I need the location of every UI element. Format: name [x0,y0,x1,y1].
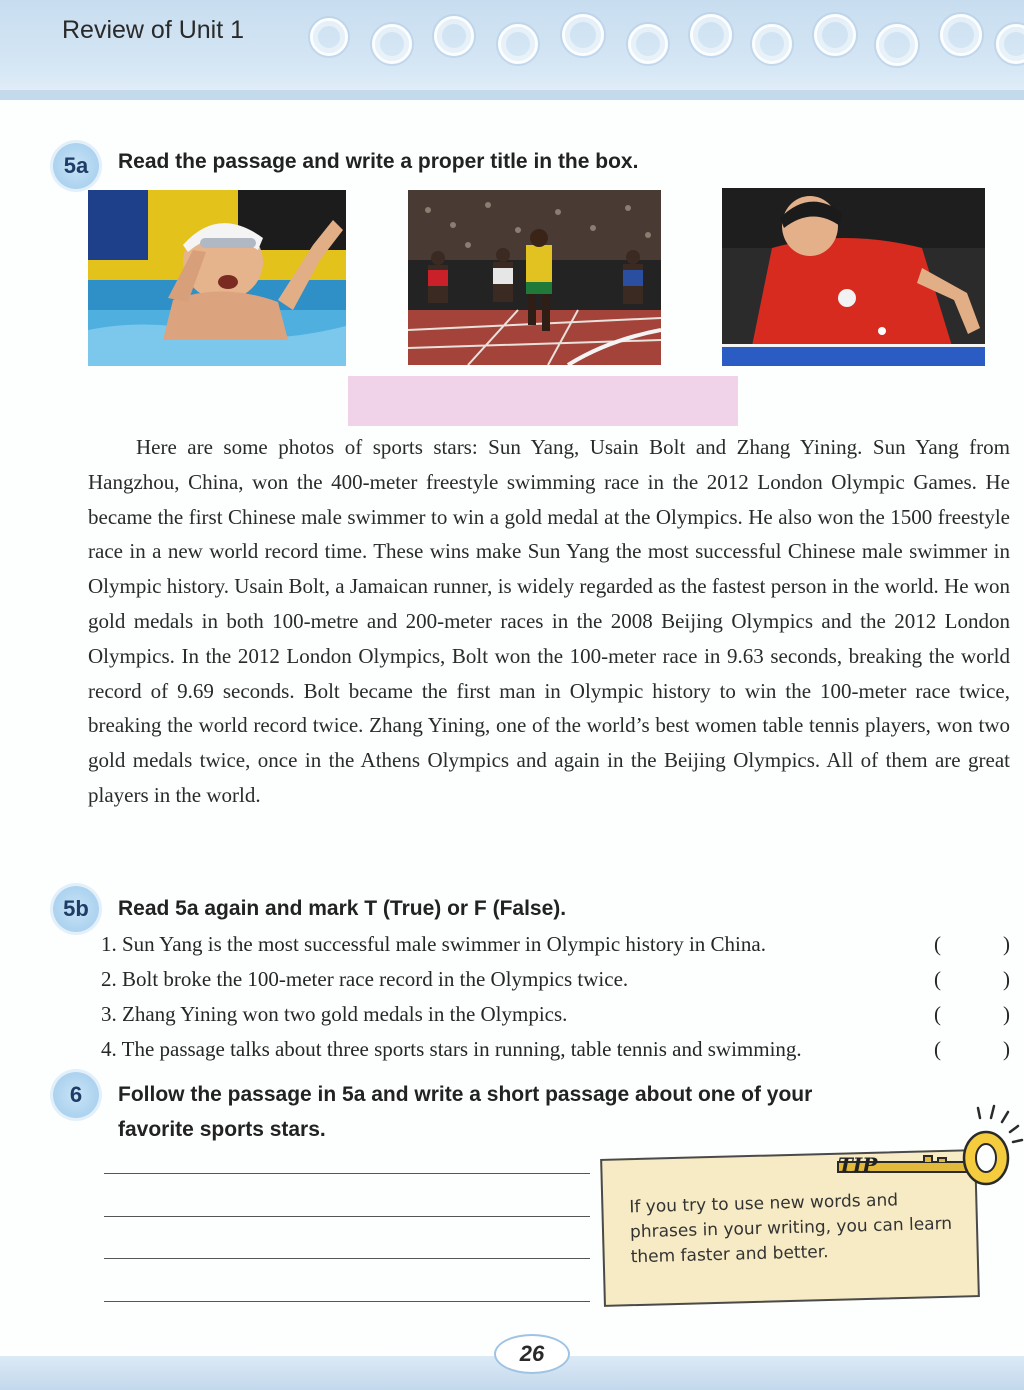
tip-label: TIP [838,1153,878,1177]
paren-open: ( [934,967,941,991]
paren-close: ) [1003,967,1010,991]
paren-open: ( [934,1037,941,1061]
page-number: 26 [494,1334,570,1374]
writing-line[interactable] [104,1301,590,1302]
tf-answer-blank[interactable] [934,997,1010,1032]
header-band [0,90,1024,100]
section-badge-5b: 5b [53,886,99,932]
instruction-5a: Read the passage and write a proper title in the box. [118,150,639,173]
paren-close: ) [1003,1002,1010,1026]
section-badge-6: 6 [53,1072,99,1118]
page-header [0,0,1024,100]
writing-line[interactable] [104,1258,590,1259]
writing-line[interactable] [104,1173,590,1174]
section-badge-5a: 5a [53,143,99,189]
passage-text: Here are some photos of sports stars: Sun Yang, Usain Bolt and Zhang Yining. Sun Yang from Hangzhou, China, won the 400-meter freestyle swimming race in the 2012 London Olympic Games. He became the first Chinese male swimmer to win a gold medal at the Olympics. He also won the 1500 freestyle race in a new world record time. These wins make Sun Yang the most successful Chinese male swimmer in Olympic history. Usain Bolt, a Jamaican runner, is widely regarded as the fastest person in the world. He won gold medals in both 100-metre and 200-meter races in the 2008 Beijing Olympics and the 2012 London Olympics. In the 2012 London Olympics, Bolt won the 100-meter race in 9.63 seconds, breaking the world record of 9.69 seconds. Bolt became the first man in Olympic history to win the 100-meter race twice, breaking the world record twice. Zhang Yining, one of the world’s best women table tennis players, won two gold medals twice, once in the Athens Olympics and again in the Beijing Olympics. All of them are great players in the world. [88,435,1010,807]
true-false-list [101,927,1013,1067]
tf-statement: 3. Zhang Yining won two gold medals in the Olympics. [101,1002,568,1026]
tf-item-1 [101,927,1013,962]
writing-line[interactable] [104,1216,590,1217]
unit-title: Review of Unit 1 [62,16,245,44]
instruction-5b: Read 5a again and mark T (True) or F (False). [118,897,567,920]
photo-sprinters [408,190,661,365]
olympic-rings-decoration [310,12,1024,58]
tf-item-2 [101,962,1013,997]
photo-swimmer [88,190,346,366]
tf-item-3 [101,997,1013,1032]
tf-answer-blank[interactable] [934,962,1010,997]
tf-answer-blank[interactable] [934,1032,1010,1067]
instruction-6-line2: favorite sports stars. [118,1118,326,1141]
tf-item-4 [101,1032,1013,1067]
tf-statement: 2. Bolt broke the 100-meter race record in the Olympics twice. [101,967,629,991]
tf-statement: 1. Sun Yang is the most successful male swimmer in Olympic history in China. [101,932,766,956]
tf-answer-blank[interactable] [934,927,1010,962]
tf-statement: 4. The passage talks about three sports stars in running, table tennis and swimming. [101,1037,802,1061]
paren-open: ( [934,1002,941,1026]
instruction-6-line1: Follow the passage in 5a and write a short passage about one of your [118,1083,813,1106]
paren-open: ( [934,932,941,956]
tip-text: If you try to use new words and phrases in your writing, you can learn them faster and better. [629,1190,953,1268]
title-answer-box[interactable] [348,376,738,426]
reading-passage [88,430,1010,813]
photo-table-tennis [722,188,985,366]
paren-close: ) [1003,932,1010,956]
paren-close: ) [1003,1037,1010,1061]
